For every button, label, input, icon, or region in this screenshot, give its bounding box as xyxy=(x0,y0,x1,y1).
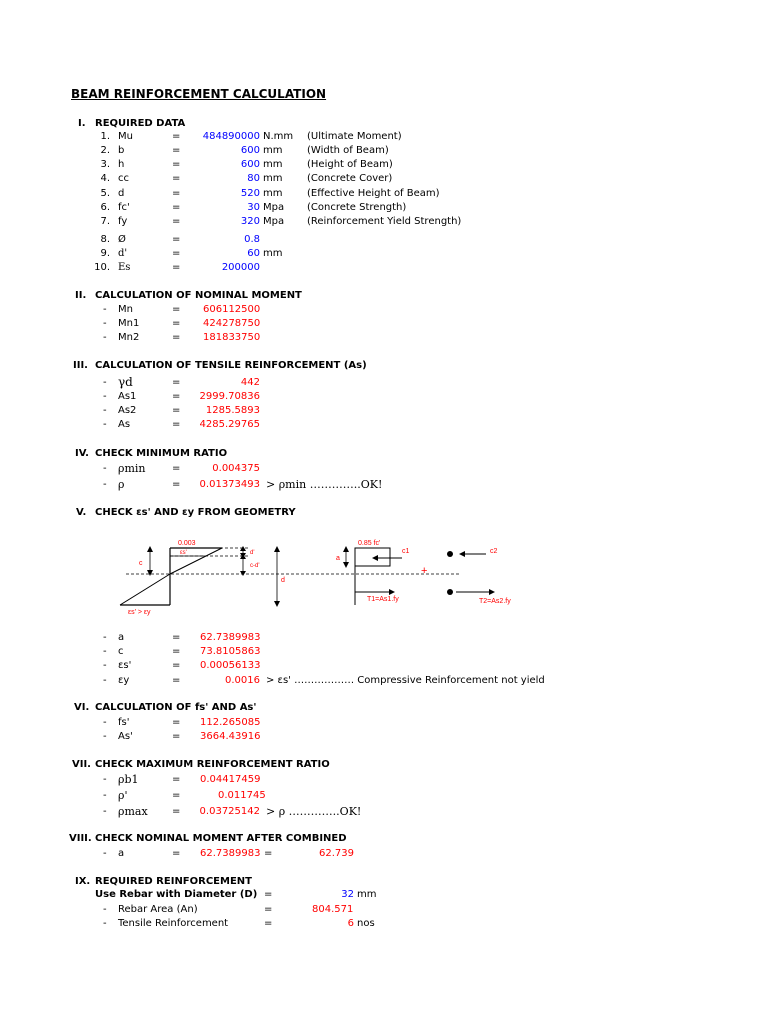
equals-sign: = xyxy=(172,173,181,184)
equals-sign: = xyxy=(172,145,181,156)
t1-label: T1=As1.fy xyxy=(367,596,399,603)
variable-name: c xyxy=(118,646,124,657)
dash: - xyxy=(103,332,107,343)
variable-name: γd xyxy=(118,375,133,389)
value: 62.7389983 xyxy=(200,848,261,859)
variable-name: d' xyxy=(118,248,128,259)
plus-label: + xyxy=(421,565,428,577)
description: (Concrete Cover) xyxy=(307,173,393,184)
row-number: 10. xyxy=(94,262,110,273)
section-8-number: VIII. xyxy=(69,833,92,844)
row-number: 7. xyxy=(100,216,110,227)
variable-name: Mn1 xyxy=(118,318,140,329)
equals-sign: = xyxy=(172,479,181,490)
strain-stress-diagram xyxy=(0,530,768,630)
equals-sign: = xyxy=(264,889,273,900)
check-note: > εs' ……………… Compressive Reinforcement not yield xyxy=(266,675,545,686)
description: (Reinforcement Yield Strength) xyxy=(307,216,462,227)
d-label: d xyxy=(281,577,285,584)
section-4-title: CHECK MINIMUM RATIO xyxy=(95,448,228,459)
value: 181833750 xyxy=(203,332,261,343)
section-4-number: IV. xyxy=(75,448,89,459)
description: (Effective Height of Beam) xyxy=(307,188,440,199)
equals-sign: = xyxy=(172,304,181,315)
value: 484890000 xyxy=(202,131,260,142)
dash: - xyxy=(103,318,107,329)
unit: mm xyxy=(263,145,283,156)
variable-name: cc xyxy=(118,173,129,184)
dash: - xyxy=(103,790,107,801)
equals-sign: = xyxy=(172,248,181,259)
equals-sign: = xyxy=(172,159,181,170)
section-2-title: CALCULATION OF NOMINAL MOMENT xyxy=(95,290,302,301)
variable-name: εy xyxy=(118,675,130,686)
variable-name: Mn2 xyxy=(118,332,140,343)
dash: - xyxy=(103,377,107,388)
eps-s-prime-label: εs' xyxy=(180,550,187,556)
section-5-number: V. xyxy=(76,507,87,518)
dash: - xyxy=(103,391,107,402)
value: 520 xyxy=(240,188,260,199)
unit: N.mm xyxy=(263,131,294,142)
c2-label: c2 xyxy=(490,548,498,555)
dash: - xyxy=(103,806,107,817)
equals-sign: = xyxy=(172,332,181,343)
value: 60 xyxy=(247,248,260,259)
equals-sign: = xyxy=(172,806,181,817)
value: 0.004375 xyxy=(212,463,260,474)
strain-line-upper xyxy=(170,548,222,574)
value: 0.0016 xyxy=(225,675,260,686)
variable-name: fs' xyxy=(118,717,130,728)
c-arrow-top xyxy=(147,546,153,552)
dash: - xyxy=(103,717,107,728)
equals-sign: = xyxy=(172,717,181,728)
equals-sign: = xyxy=(172,731,181,742)
eps-compare-label: εs' > εy xyxy=(128,609,151,616)
dash: - xyxy=(103,646,107,657)
equals-sign: = xyxy=(172,774,181,785)
value: 1285.5893 xyxy=(205,405,260,416)
tensile-reinforcement-value: 6 xyxy=(347,918,354,929)
equals-sign: = xyxy=(172,675,181,686)
variable-name: As2 xyxy=(118,405,137,416)
section-8-title: CHECK NOMINAL MOMENT AFTER COMBINED xyxy=(95,833,347,844)
value: 200000 xyxy=(221,262,260,273)
dash: - xyxy=(103,463,107,474)
value: 0.8 xyxy=(244,234,260,245)
variable-name: d xyxy=(118,188,125,199)
value: 80 xyxy=(247,173,260,184)
section-3-title: CALCULATION OF TENSILE REINFORCEMENT (As) xyxy=(95,360,367,371)
variable-name: a xyxy=(118,632,125,643)
equals-sign: = xyxy=(172,632,181,643)
variable-name: εs' xyxy=(118,660,132,671)
equals-sign: = xyxy=(172,188,181,199)
section-6-number: VI. xyxy=(74,702,90,713)
unit: mm xyxy=(263,159,283,170)
equals-sign: = xyxy=(172,216,181,227)
variable-name: fc' xyxy=(118,202,130,213)
t2-dot xyxy=(447,589,453,595)
row-number: 1. xyxy=(100,131,110,142)
section-6-title: CALCULATION OF fs' AND As' xyxy=(95,702,257,713)
equals-sign: = xyxy=(172,391,181,402)
dash: - xyxy=(103,405,107,416)
variable-name: Ø xyxy=(118,234,126,245)
equals-sign: = xyxy=(264,918,273,929)
dash: - xyxy=(103,660,107,671)
dash: - xyxy=(103,632,107,643)
dash: - xyxy=(103,479,107,490)
variable-name: As' xyxy=(118,731,133,742)
unit: mm xyxy=(357,889,377,900)
equals-sign-2: = xyxy=(264,848,273,859)
value: 112.265085 xyxy=(200,717,261,728)
unit: mm xyxy=(263,173,283,184)
page-title: BEAM REINFORCEMENT CALCULATION xyxy=(71,87,327,101)
dash: - xyxy=(103,419,107,430)
section-7-number: VII. xyxy=(72,759,91,770)
strain-top-label: 0.003 xyxy=(178,540,196,547)
strain-line-lower xyxy=(120,574,170,605)
d-prime-label: d' xyxy=(250,550,255,556)
rebar-area-label: Rebar Area (An) xyxy=(118,904,198,915)
dash: - xyxy=(103,918,107,929)
equals-sign: = xyxy=(172,419,181,430)
dash: - xyxy=(103,675,107,686)
row-number: 6. xyxy=(100,202,110,213)
dash: - xyxy=(103,904,107,915)
value: 3664.43916 xyxy=(200,731,261,742)
dash: - xyxy=(103,774,107,785)
section-3-number: III. xyxy=(73,360,88,371)
variable-name: a xyxy=(118,848,125,859)
value: 442 xyxy=(240,377,260,388)
rebar-diameter-value: 32 xyxy=(341,889,354,900)
rebar-area-value: 804.571 xyxy=(312,904,354,915)
equals-sign: = xyxy=(172,848,181,859)
value: 0.04417459 xyxy=(200,774,261,785)
variable-name: Mn xyxy=(118,304,133,315)
equals-sign: = xyxy=(172,262,181,273)
equals-sign: = xyxy=(172,463,181,474)
variable-name: ρmax xyxy=(118,805,148,818)
value: 0.01373493 xyxy=(199,479,260,490)
variable-name: ρ xyxy=(118,478,125,491)
variable-name: As xyxy=(118,419,131,430)
value: 0.03725142 xyxy=(199,806,260,817)
equals-sign: = xyxy=(172,790,181,801)
value-rounded: 62.739 xyxy=(319,848,354,859)
c-label: c xyxy=(139,560,143,567)
unit: mm xyxy=(263,248,283,259)
section-7-title: CHECK MAXIMUM REINFORCEMENT RATIO xyxy=(95,759,330,770)
value: 600 xyxy=(240,145,260,156)
section-1-number: I. xyxy=(78,118,86,129)
dash: - xyxy=(103,731,107,742)
c-arrow-bottom xyxy=(147,570,153,576)
dash: - xyxy=(103,304,107,315)
equals-sign: = xyxy=(172,646,181,657)
equals-sign: = xyxy=(172,234,181,245)
row-number: 2. xyxy=(100,145,110,156)
value: 600 xyxy=(240,159,260,170)
check-note: > ρmin …………..OK! xyxy=(266,478,383,491)
description: (Ultimate Moment) xyxy=(307,131,402,142)
section-1-title: REQUIRED DATA xyxy=(95,118,186,129)
tensile-reinforcement-label: Tensile Reinforcement xyxy=(118,918,229,929)
variable-name: h xyxy=(118,159,125,170)
row-number: 3. xyxy=(100,159,110,170)
equals-sign: = xyxy=(172,405,181,416)
description: (Width of Beam) xyxy=(307,145,389,156)
row-number: 5. xyxy=(100,188,110,199)
check-note: > ρ …………..OK! xyxy=(266,805,362,818)
value: 0.011745 xyxy=(218,790,266,801)
unit: Mpa xyxy=(263,202,285,213)
value: 606112500 xyxy=(203,304,261,315)
section-5-title: CHECK εs' AND εy FROM GEOMETRY xyxy=(95,507,296,518)
value: 4285.29765 xyxy=(199,419,260,430)
equals-sign: = xyxy=(172,318,181,329)
variable-name: ρmin xyxy=(118,462,146,475)
unit: nos xyxy=(357,918,375,929)
value: 62.7389983 xyxy=(200,632,261,643)
a-label: a xyxy=(336,555,340,562)
variable-name: Mu xyxy=(118,131,133,142)
stress-block xyxy=(355,548,390,566)
equals-sign: = xyxy=(172,660,181,671)
stress-label: 0.85 fc' xyxy=(358,540,381,547)
row-number: 8. xyxy=(100,234,110,245)
section-2-number: II. xyxy=(75,290,87,301)
t2-label: T2=As2.fy xyxy=(479,598,511,605)
value: 73.8105863 xyxy=(200,646,261,657)
equals-sign: = xyxy=(172,131,181,142)
variable-name: ρb1 xyxy=(118,773,139,786)
unit: mm xyxy=(263,188,283,199)
section-9-number: IX. xyxy=(75,876,91,887)
equals-sign: = xyxy=(264,904,273,915)
equals-sign: = xyxy=(172,377,181,388)
value: 2999.70836 xyxy=(199,391,260,402)
section-9-title: REQUIRED REINFORCEMENT xyxy=(95,876,252,887)
description: (Concrete Strength) xyxy=(307,202,407,213)
variable-name: As1 xyxy=(118,391,137,402)
description: (Height of Beam) xyxy=(307,159,393,170)
rebar-diameter-label: Use Rebar with Diameter (D) xyxy=(95,889,258,900)
value: 320 xyxy=(240,216,260,227)
unit: Mpa xyxy=(263,216,285,227)
c2-dot xyxy=(447,551,453,557)
dash: - xyxy=(103,848,107,859)
value: 30 xyxy=(247,202,260,213)
variable-name: ρ' xyxy=(118,789,128,802)
equals-sign: = xyxy=(172,202,181,213)
variable-name: Es xyxy=(118,262,131,273)
value: 424278750 xyxy=(203,318,261,329)
row-number: 4. xyxy=(100,173,110,184)
row-number: 9. xyxy=(100,248,110,259)
value: 0.00056133 xyxy=(200,660,261,671)
c-minus-d-prime-label: c-d' xyxy=(250,563,260,569)
variable-name: b xyxy=(118,145,125,156)
c1-label: c1 xyxy=(402,548,410,555)
variable-name: fy xyxy=(118,216,128,227)
